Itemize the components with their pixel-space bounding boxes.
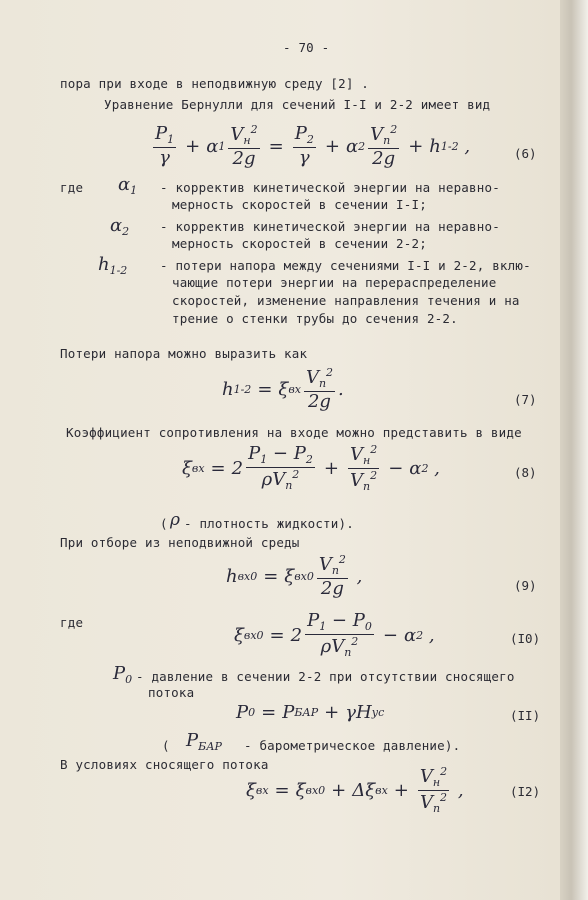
page-number: - 70 - bbox=[283, 40, 330, 55]
text-line: При отборе из неподвижной среды bbox=[60, 535, 300, 550]
text-line: Уравнение Бернулли для сечений I-I и 2-2 имеет вид bbox=[104, 97, 491, 112]
text-line: - корректив кинетической энергии на неравно- bbox=[160, 180, 500, 195]
symbol-pbar: $P_{БАР}$ bbox=[186, 730, 222, 753]
symbol-p0: $P_0$ bbox=[113, 663, 133, 686]
text-line: пора при входе в неподвижную среду [2] . bbox=[60, 76, 370, 91]
text-line: мерность скоростей в сечении I-I; bbox=[172, 197, 427, 212]
equation-number: (9) bbox=[514, 578, 537, 593]
equation-9: h вх0 = ξ вх0 $\frac{V_п^2}{2g}$ , bbox=[226, 553, 363, 599]
equation-number: (II) bbox=[510, 708, 541, 723]
text-line: - потери напора между сечениями I-I и 2-2, вклю- bbox=[160, 258, 531, 273]
equation-12: ξ вх = ξ вх0 + Δξ вх + $\frac{V_н^2}{V_п^2}$ , bbox=[246, 765, 464, 815]
equation-11: P 0 = P БАР + γH ус bbox=[236, 702, 385, 723]
symbol-alpha2: $\alpha_2$ bbox=[110, 215, 130, 238]
text-line: мерность скоростей в сечении 2-2; bbox=[172, 236, 427, 251]
equation-10: ξ вх0 = 2 $\frac{P_1 - P_0}{\rho V_п^2}$ − α 2 , bbox=[234, 610, 435, 659]
text-line: ( bbox=[162, 738, 170, 753]
symbol-h12: $h_{1-2}$ bbox=[98, 254, 128, 277]
equation-8: ξ вх = 2 $\frac{P_1 - P_2}{\rho V_п^2}$ + $\frac{V_н^2}{V_п^2}$ − α 2 , bbox=[182, 443, 440, 493]
equation-number: (6) bbox=[514, 146, 537, 161]
text-line: чающие потери энергии на перераспределение bbox=[172, 275, 497, 290]
text-line: где bbox=[60, 180, 84, 195]
text-line: трение о стенки трубы до сечения 2-2. bbox=[172, 311, 458, 326]
equation-6: $\frac{P_1}{\gamma}$ + α 1 $\frac{V_н^2}{2g}$ = $\frac{P_2}{\gamma}$ + α 2 $\frac{V_п^2}{2g}$ + h 1-2 , bbox=[155, 123, 471, 169]
equation-number: (I2) bbox=[510, 784, 541, 799]
text-line: Коэффициент сопротивления на входе можно представить в виде bbox=[66, 425, 522, 440]
text-line: - давление в сечении 2-2 при отсутствии сносящего bbox=[136, 669, 515, 684]
page-edge bbox=[560, 0, 588, 900]
symbol-rho: ρ bbox=[170, 510, 180, 530]
text-line: потока bbox=[148, 685, 195, 700]
text-line: Потери напора можно выразить как bbox=[60, 346, 308, 361]
text-line: В условиях сносящего потока bbox=[60, 757, 269, 772]
text-line: - барометрическое давление). bbox=[244, 738, 461, 753]
text-line: - плотность жидкости). bbox=[184, 516, 354, 531]
symbol-alpha1: $\alpha_1$ bbox=[118, 174, 138, 197]
text-line: - корректив кинетической энергии на неравно- bbox=[160, 219, 500, 234]
equation-number: (8) bbox=[514, 465, 537, 480]
equation-number: (I0) bbox=[510, 631, 541, 646]
equation-7: h 1-2 = ξ вх $\frac{V_п^2}{2g}$ . bbox=[222, 366, 344, 412]
text-line: ( bbox=[160, 516, 168, 531]
equation-number: (7) bbox=[514, 392, 537, 407]
text-line: скоростей, изменение направления течения и на bbox=[172, 293, 520, 308]
text-line: где bbox=[60, 615, 84, 630]
